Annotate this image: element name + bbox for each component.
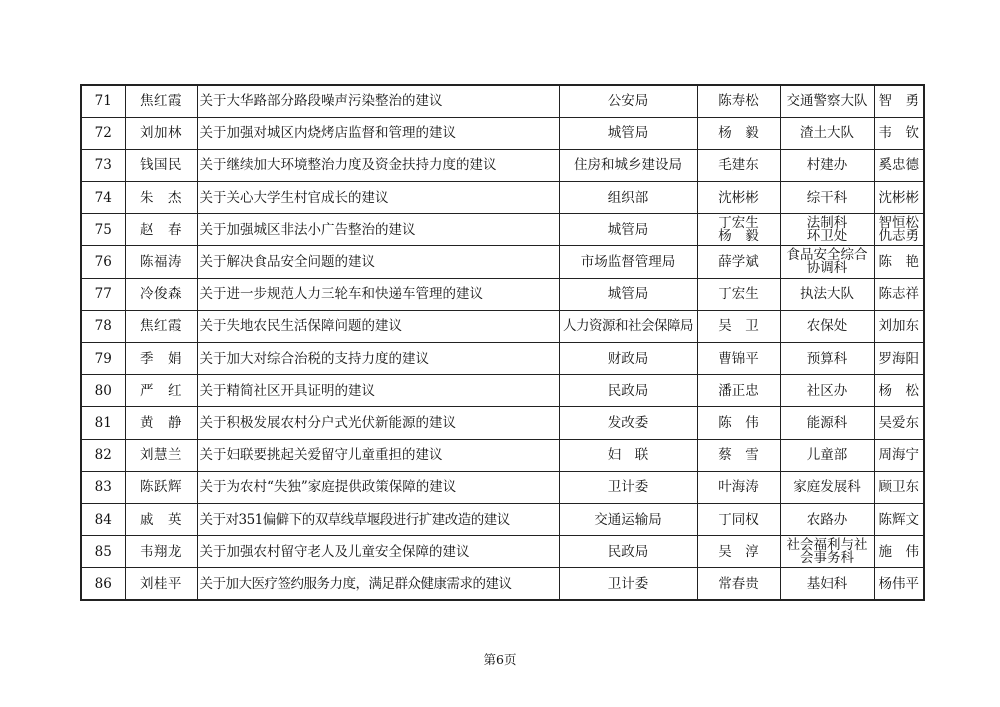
table-row <box>81 343 924 375</box>
contact-person <box>874 568 924 600</box>
row-number: 74 <box>81 182 125 214</box>
handling-unit: 公安局 <box>559 85 697 117</box>
proposer-name: 钱国民 <box>125 149 197 181</box>
responsible-department <box>780 536 874 568</box>
handling-unit: 城管局 <box>559 117 697 149</box>
handling-unit: 妇 联 <box>559 439 697 471</box>
responsible-leader <box>697 149 780 181</box>
responsible-leader-line: 曹锦平 <box>718 350 759 367</box>
proposer-name: 冷俊森 <box>125 278 197 310</box>
row-number: 80 <box>81 375 125 407</box>
responsible-department-line: 农路办 <box>806 511 848 528</box>
responsible-leader-line: 叶海涛 <box>718 479 759 496</box>
proposal-title: 关于大华路部分路段噪声污染整治的建议 <box>197 85 559 117</box>
proposal-title: 关于妇联要挑起关爱留守儿童重担的建议 <box>197 439 559 471</box>
handling-unit: 组织部 <box>559 182 697 214</box>
contact-person <box>874 214 924 246</box>
proposal-title: 关于积极发展农村分户式光伏新能源的建议 <box>197 407 559 439</box>
contact-person <box>874 117 924 149</box>
row-number: 81 <box>81 407 125 439</box>
proposal-title: 关于继续加大环境整治力度及资金扶持力度的建议 <box>197 149 559 181</box>
responsible-leader-line: 吴 卫 <box>718 318 759 335</box>
responsible-department-line: 综干科 <box>806 189 848 206</box>
contact-person <box>874 310 924 342</box>
contact-person <box>874 149 924 181</box>
proposer-name: 焦红霞 <box>125 85 197 117</box>
contact-person <box>874 375 924 407</box>
contact-person <box>874 343 924 375</box>
proposal-title: 关于为农村“失独”家庭提供政策保障的建议 <box>197 471 559 503</box>
responsible-leader-line: 毛建东 <box>718 157 759 174</box>
proposal-title: 关于失地农民生活保障问题的建议 <box>197 310 559 342</box>
responsible-leader-line: 常春贵 <box>718 575 759 592</box>
contact-person <box>874 503 924 535</box>
contact-person-line: 施 伟 <box>878 543 919 560</box>
responsible-department-line: 环卫处 <box>806 227 848 244</box>
responsible-leader <box>697 117 780 149</box>
contact-person <box>874 278 924 310</box>
responsible-department <box>780 471 874 503</box>
responsible-department <box>780 503 874 535</box>
proposer-name: 刘加林 <box>125 117 197 149</box>
responsible-department-line: 儿童部 <box>806 447 848 464</box>
responsible-leader-line: 丁同权 <box>718 511 759 528</box>
handling-unit: 住房和城乡建设局 <box>559 149 697 181</box>
table-row <box>81 471 924 503</box>
responsible-leader-line: 杨 毅 <box>718 125 759 142</box>
proposal-title: 关于精简社区开具证明的建议 <box>197 375 559 407</box>
handling-unit: 卫计委 <box>559 568 697 600</box>
row-number: 77 <box>81 278 125 310</box>
proposal-title: 关于对351偏僻下的双草线草堰段进行扩建改造的建议 <box>197 503 559 535</box>
handling-unit: 财政局 <box>559 343 697 375</box>
responsible-department-line: 食品安全综合 <box>786 247 868 264</box>
proposal-title: 关于解决食品安全问题的建议 <box>197 246 559 278</box>
responsible-department <box>780 568 874 600</box>
table-body <box>81 85 924 600</box>
proposal-title: 关于加强农村留守老人及儿童安全保障的建议 <box>197 536 559 568</box>
contact-person-line: 杨伟平 <box>878 575 919 592</box>
responsible-leader <box>697 439 780 471</box>
proposer-name: 赵 春 <box>125 214 197 246</box>
responsible-department <box>780 214 874 246</box>
responsible-department-line: 村建办 <box>806 157 848 174</box>
page-number: 第6页 <box>483 652 517 667</box>
table-row <box>81 149 924 181</box>
handling-unit: 民政局 <box>559 536 697 568</box>
contact-person-line: 沈彬彬 <box>878 189 919 206</box>
handling-unit: 发改委 <box>559 407 697 439</box>
contact-person-line: 智 勇 <box>878 93 919 110</box>
table-row <box>81 278 924 310</box>
proposal-title: 关于加大对综合治税的支持力度的建议 <box>197 343 559 375</box>
proposer-name: 严 红 <box>125 375 197 407</box>
row-number: 72 <box>81 117 125 149</box>
proposer-name: 陈跃辉 <box>125 471 197 503</box>
responsible-department-line: 执法大队 <box>800 286 854 303</box>
contact-person-line: 奚忠德 <box>878 157 919 174</box>
responsible-department-line: 会事务科 <box>800 549 854 566</box>
row-number: 75 <box>81 214 125 246</box>
row-number: 82 <box>81 439 125 471</box>
responsible-leader <box>697 214 780 246</box>
responsible-department <box>780 375 874 407</box>
contact-person-line: 顾卫东 <box>878 479 919 496</box>
responsible-leader <box>697 407 780 439</box>
contact-person-line: 周海宁 <box>878 447 919 464</box>
responsible-leader-line: 丁宏生 <box>718 214 759 231</box>
proposal-title: 关于进一步规范人力三轮车和快递车管理的建议 <box>197 278 559 310</box>
contact-person-line: 智恒松 <box>878 214 919 231</box>
row-number: 85 <box>81 536 125 568</box>
proposer-name: 朱 杰 <box>125 182 197 214</box>
responsible-department <box>780 246 874 278</box>
proposal-title: 关于关心大学生村官成长的建议 <box>197 182 559 214</box>
table-row <box>81 182 924 214</box>
responsible-leader <box>697 182 780 214</box>
proposal-table <box>80 84 925 601</box>
responsible-department <box>780 182 874 214</box>
responsible-department-line: 社区办 <box>806 382 848 399</box>
handling-unit: 卫计委 <box>559 471 697 503</box>
responsible-leader <box>697 568 780 600</box>
responsible-leader <box>697 310 780 342</box>
contact-person <box>874 471 924 503</box>
table-row <box>81 407 924 439</box>
row-number: 73 <box>81 149 125 181</box>
responsible-leader <box>697 85 780 117</box>
row-number: 86 <box>81 568 125 600</box>
responsible-department-line: 家庭发展科 <box>793 479 861 496</box>
contact-person-line: 仇志勇 <box>878 227 919 244</box>
responsible-leader-line: 潘正忠 <box>718 382 759 399</box>
table-row <box>81 214 924 246</box>
proposer-name: 刘桂平 <box>125 568 197 600</box>
proposer-name: 陈福涛 <box>125 246 197 278</box>
row-number: 84 <box>81 503 125 535</box>
row-number: 79 <box>81 343 125 375</box>
responsible-leader-line: 沈彬彬 <box>718 189 759 206</box>
responsible-department-line: 社会福利与社 <box>786 536 868 553</box>
contact-person-line: 陈志祥 <box>878 286 919 303</box>
handling-unit: 城管局 <box>559 214 697 246</box>
contact-person-line: 陈辉文 <box>878 511 919 528</box>
contact-person <box>874 407 924 439</box>
proposal-title: 关于加强对城区内烧烤店监督和管理的建议 <box>197 117 559 149</box>
handling-unit: 交通运输局 <box>559 503 697 535</box>
table-row <box>81 568 924 600</box>
responsible-department-line: 法制科 <box>806 214 848 231</box>
responsible-leader <box>697 246 780 278</box>
responsible-department <box>780 343 874 375</box>
responsible-leader <box>697 375 780 407</box>
responsible-leader <box>697 471 780 503</box>
responsible-leader-line: 蔡 雪 <box>718 447 759 464</box>
responsible-leader <box>697 503 780 535</box>
contact-person-line: 刘加东 <box>878 318 919 335</box>
contact-person <box>874 85 924 117</box>
responsible-leader <box>697 278 780 310</box>
responsible-leader-line: 吴 淳 <box>718 543 759 560</box>
responsible-leader-line: 丁宏生 <box>718 286 759 303</box>
handling-unit: 民政局 <box>559 375 697 407</box>
proposer-name: 戚 英 <box>125 503 197 535</box>
contact-person-line: 吴爱东 <box>878 414 919 431</box>
contact-person <box>874 246 924 278</box>
responsible-leader <box>697 343 780 375</box>
proposer-name: 刘慧兰 <box>125 439 197 471</box>
contact-person-line: 罗海阳 <box>878 350 919 367</box>
table-row <box>81 536 924 568</box>
table-row <box>81 439 924 471</box>
handling-unit: 城管局 <box>559 278 697 310</box>
responsible-department <box>780 310 874 342</box>
table-row <box>81 85 924 117</box>
row-number: 76 <box>81 246 125 278</box>
contact-person <box>874 182 924 214</box>
responsible-leader-line: 陈寿松 <box>718 93 759 110</box>
responsible-department-line: 预算科 <box>806 350 848 367</box>
responsible-leader-line: 杨 毅 <box>718 227 759 244</box>
table-row <box>81 117 924 149</box>
row-number: 71 <box>81 85 125 117</box>
table-row <box>81 503 924 535</box>
responsible-department-line: 渣土大队 <box>800 125 854 142</box>
proposer-name: 季 娟 <box>125 343 197 375</box>
table-row <box>81 310 924 342</box>
row-number: 83 <box>81 471 125 503</box>
proposal-title: 关于加强城区非法小广告整治的建议 <box>197 214 559 246</box>
proposer-name: 焦红霞 <box>125 310 197 342</box>
responsible-leader-line: 薛学斌 <box>718 254 759 271</box>
responsible-department-line: 交通警察大队 <box>786 93 868 110</box>
responsible-department <box>780 439 874 471</box>
responsible-department-line: 基妇科 <box>806 575 848 592</box>
responsible-department-line: 能源科 <box>806 414 848 431</box>
handling-unit: 市场监督管理局 <box>559 246 697 278</box>
contact-person-line: 杨 松 <box>878 382 919 399</box>
table-row <box>81 375 924 407</box>
table-row <box>81 246 924 278</box>
responsible-department <box>780 407 874 439</box>
responsible-department <box>780 85 874 117</box>
responsible-department <box>780 149 874 181</box>
handling-unit: 人力资源和社会保障局 <box>559 310 697 342</box>
proposal-title: 关于加大医疗签约服务力度，满足群众健康需求的建议 <box>197 568 559 600</box>
responsible-leader-line: 陈 伟 <box>718 414 759 431</box>
contact-person-line: 韦 钦 <box>878 125 919 142</box>
responsible-leader <box>697 536 780 568</box>
proposer-name: 黄 静 <box>125 407 197 439</box>
responsible-department <box>780 278 874 310</box>
contact-person <box>874 439 924 471</box>
responsible-department <box>780 117 874 149</box>
responsible-department-line: 农保处 <box>806 318 848 335</box>
contact-person <box>874 536 924 568</box>
contact-person-line: 陈 艳 <box>878 254 919 271</box>
row-number: 78 <box>81 310 125 342</box>
responsible-department-line: 协调科 <box>806 260 848 277</box>
proposer-name: 韦翔龙 <box>125 536 197 568</box>
